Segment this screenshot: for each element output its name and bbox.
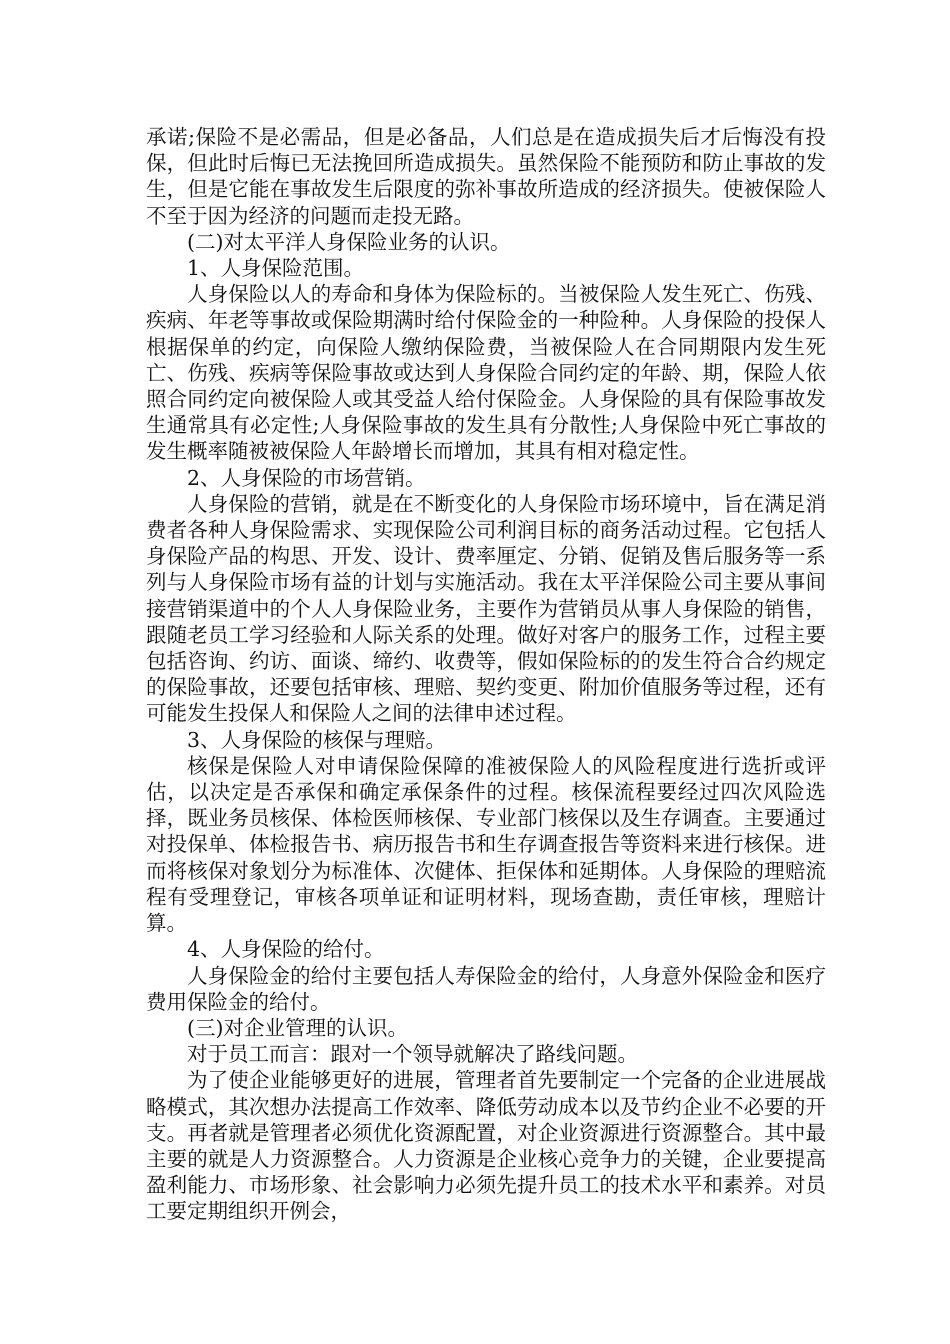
document-page xyxy=(146,124,826,1225)
section-heading: (三)对企业管理的认识。 xyxy=(187,1015,408,1040)
subsection-heading: 3、人身保险的核保与理赔。 xyxy=(187,727,447,752)
paragraph: 人身保险金的给付主要包括人寿保险金的给付，人身意外保险金和医疗费用保险金的给付。 xyxy=(146,963,826,1014)
subsection-heading: 2、人身保险的市场营销。 xyxy=(187,465,426,490)
subsection-heading: 1、人身保险范围。 xyxy=(187,256,365,281)
paragraph: 核保是保险人对申请保险保障的准被保险人的风险程度进行选折或评估，以决定是否承保和确定承保条件的过程。核保流程要经过四次风险选择，既业务员核保、体检医师核保、专业部门核保以及生存调查。主要通过对投保单、体检报告书、病历报告书和生存调查报告等资料来进行核保。进而将核保对象划分为标准体、次健体、拒保体和延期体。人身保险的理赔流程有受理登记，审核各项单证和证明材料，现场查勘，责任审核，理赔计算。 xyxy=(146,753,826,936)
paragraph: 对于员工而言：跟对一个领导就解决了路线问题。 xyxy=(187,1042,638,1067)
paragraph: 人身保险以人的寿命和身体为保险标的。当被保险人发生死亡、伤残、疾病、年老等事故或保险期满时给付保险金的一种险种。人身保险的投保人根据保单的约定，向保险人缴纳保险费，当被保险人在合同期限内发生死亡、伤残、疾病等保险事故或达到人身保险合同约定的年龄、期，保险人依照合同约定向被保险人或其受益人给付保险金。人身保险的具有保险事故发生通常具有必定性;人身保险事故的发生具有分散性;人身保险中死亡事故的发生概率随被被保险人年龄增长而增加，其具有相对稳定性。 xyxy=(146,282,826,464)
section-heading: (二)对太平洋人身保险业务的认识。 xyxy=(187,229,511,254)
subsection-heading: 4、人身保险的给付。 xyxy=(187,937,385,962)
paragraph: 为了使企业能够更好的进展，管理者首先要制定一个完备的企业进展战略模式，其次想办法提高工作效率、降低劳动成本以及节约企业不必要的开支。再者就是管理者必须优化资源配置，对企业资源进行资源整合。其中最主要的就是人力资源整合。人力资源是企业核心竞争力的关键，企业要提高盈利能力、市场形象、社会影响力必须先提升员工的技术水平和素养。对员工要定期组织开例会， xyxy=(146,1068,826,1224)
paragraph: 承诺;保险不是必需品，但是必备品，人们总是在造成损失后才后悔没有投保，但此时后悔已无法挽回所造成损失。虽然保险不能预防和防止事故的发生，但是它能在事故发生后限度的弥补事故所造成的经济损失。使被保险人不至于因为经济的问题而走投无路。 xyxy=(146,125,826,228)
paragraph: 人身保险的营销，就是在不断变化的人身保险市场环境中，旨在满足消费者各种人身保险需求、实现保险公司利润目标的商务活动过程。它包括人身保险产品的构思、开发、设计、费率厘定、分销、促销及售后服务等一系列与人身保险市场有益的计划与实施活动。我在太平洋保险公司主要从事间接营销渠道中的个人人身保险业务，主要作为营销员从事人身保险的销售，跟随老员工学习经验和人际关系的处理。做好对客户的服务工作，过程主要包括咨询、约访、面谈、缔约、收费等，假如保险标的的发生符合合约规定的保险事故，还要包括审核、理赔、契约变更、附加价值服务等过程，还有可能发生投保人和保险人之间的法律申述过程。 xyxy=(146,491,826,726)
